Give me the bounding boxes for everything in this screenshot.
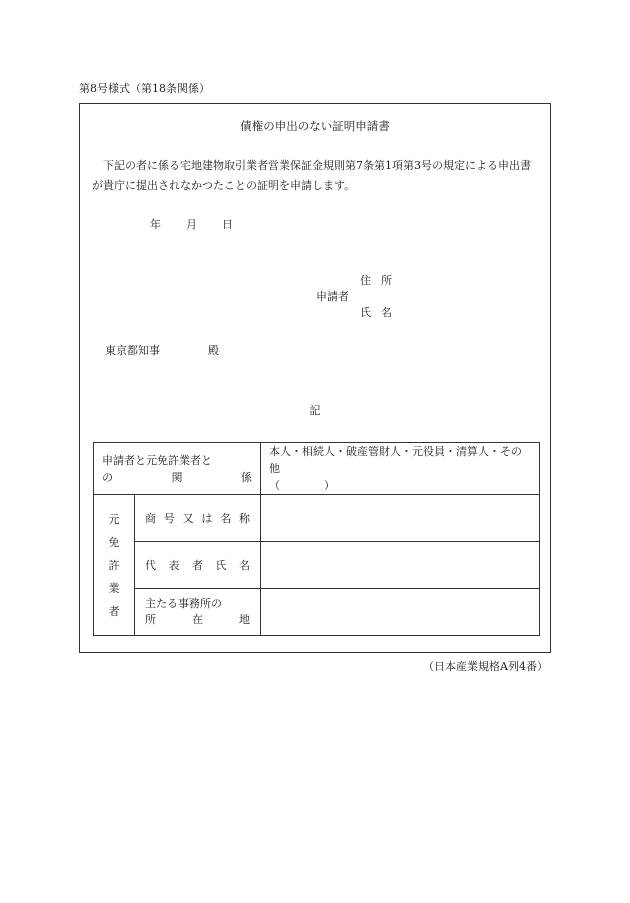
licensee-details-table bbox=[93, 442, 540, 636]
relation-label-line2 bbox=[102, 469, 252, 486]
table-row bbox=[94, 542, 540, 589]
relation-label-char: 係 bbox=[241, 470, 252, 484]
office-location-label-char: 所 bbox=[145, 613, 156, 626]
relation-value-cell[interactable] bbox=[261, 443, 540, 495]
date-year-label: 年 bbox=[150, 218, 161, 231]
trade-name-label-cell bbox=[135, 495, 261, 542]
relation-label-line1: 申請者と元免許業者と bbox=[102, 453, 212, 467]
relation-label-char: 関 bbox=[171, 470, 183, 484]
office-location-field[interactable] bbox=[261, 589, 540, 636]
paper-size-caption: （日本産業規格A列4番） bbox=[423, 660, 548, 673]
honorific: 殿 bbox=[208, 344, 219, 357]
document-title: 債権の申出のない証明申請書 bbox=[240, 119, 390, 133]
ki-heading: 記 bbox=[309, 404, 321, 417]
trade-name-label: 商 号 又 は 名 称 bbox=[145, 512, 250, 525]
office-location-label-cell bbox=[135, 589, 261, 636]
relation-other-blank: （ ） bbox=[269, 479, 335, 492]
application-form-frame bbox=[79, 103, 551, 653]
application-body-text: 下記の者に係る宅地建物取引業者営業保証金規則第7条第1項第3号の規定による申出書が貴庁に提出されなかつたことの証明を申請します。 bbox=[92, 159, 531, 192]
office-location-label-char: 在 bbox=[192, 613, 203, 626]
date-month-label: 月 bbox=[186, 218, 197, 231]
former-licensee-cell bbox=[94, 495, 135, 636]
office-location-label-line2 bbox=[145, 612, 250, 628]
name-label: 氏名 bbox=[360, 306, 402, 319]
office-location-label-line1: 主たる事務所の bbox=[145, 597, 222, 610]
relation-options: 本人・相続人・破産管財人・元役員・清算人・その他 bbox=[269, 445, 522, 475]
address-label: 住所 bbox=[360, 274, 402, 287]
relation-row bbox=[94, 443, 540, 495]
representative-label-cell bbox=[135, 542, 261, 589]
representative-name-label: 代 表 者 氏 名 bbox=[145, 559, 250, 572]
former-licensee-label: 元免許業者 bbox=[108, 512, 120, 618]
trade-name-field[interactable] bbox=[261, 495, 540, 542]
representative-name-field[interactable] bbox=[261, 542, 540, 589]
table-row bbox=[94, 495, 540, 542]
date-day-label: 日 bbox=[222, 218, 233, 231]
table-row bbox=[94, 589, 540, 636]
office-location-label-char: 地 bbox=[239, 613, 250, 626]
addressee: 東京都知事 bbox=[105, 344, 160, 357]
form-number: 第8号様式（第18条関係） bbox=[79, 82, 210, 95]
relation-label-char: の bbox=[102, 470, 113, 484]
applicant-label: 申請者 bbox=[316, 290, 349, 303]
relation-label-cell bbox=[94, 443, 261, 495]
